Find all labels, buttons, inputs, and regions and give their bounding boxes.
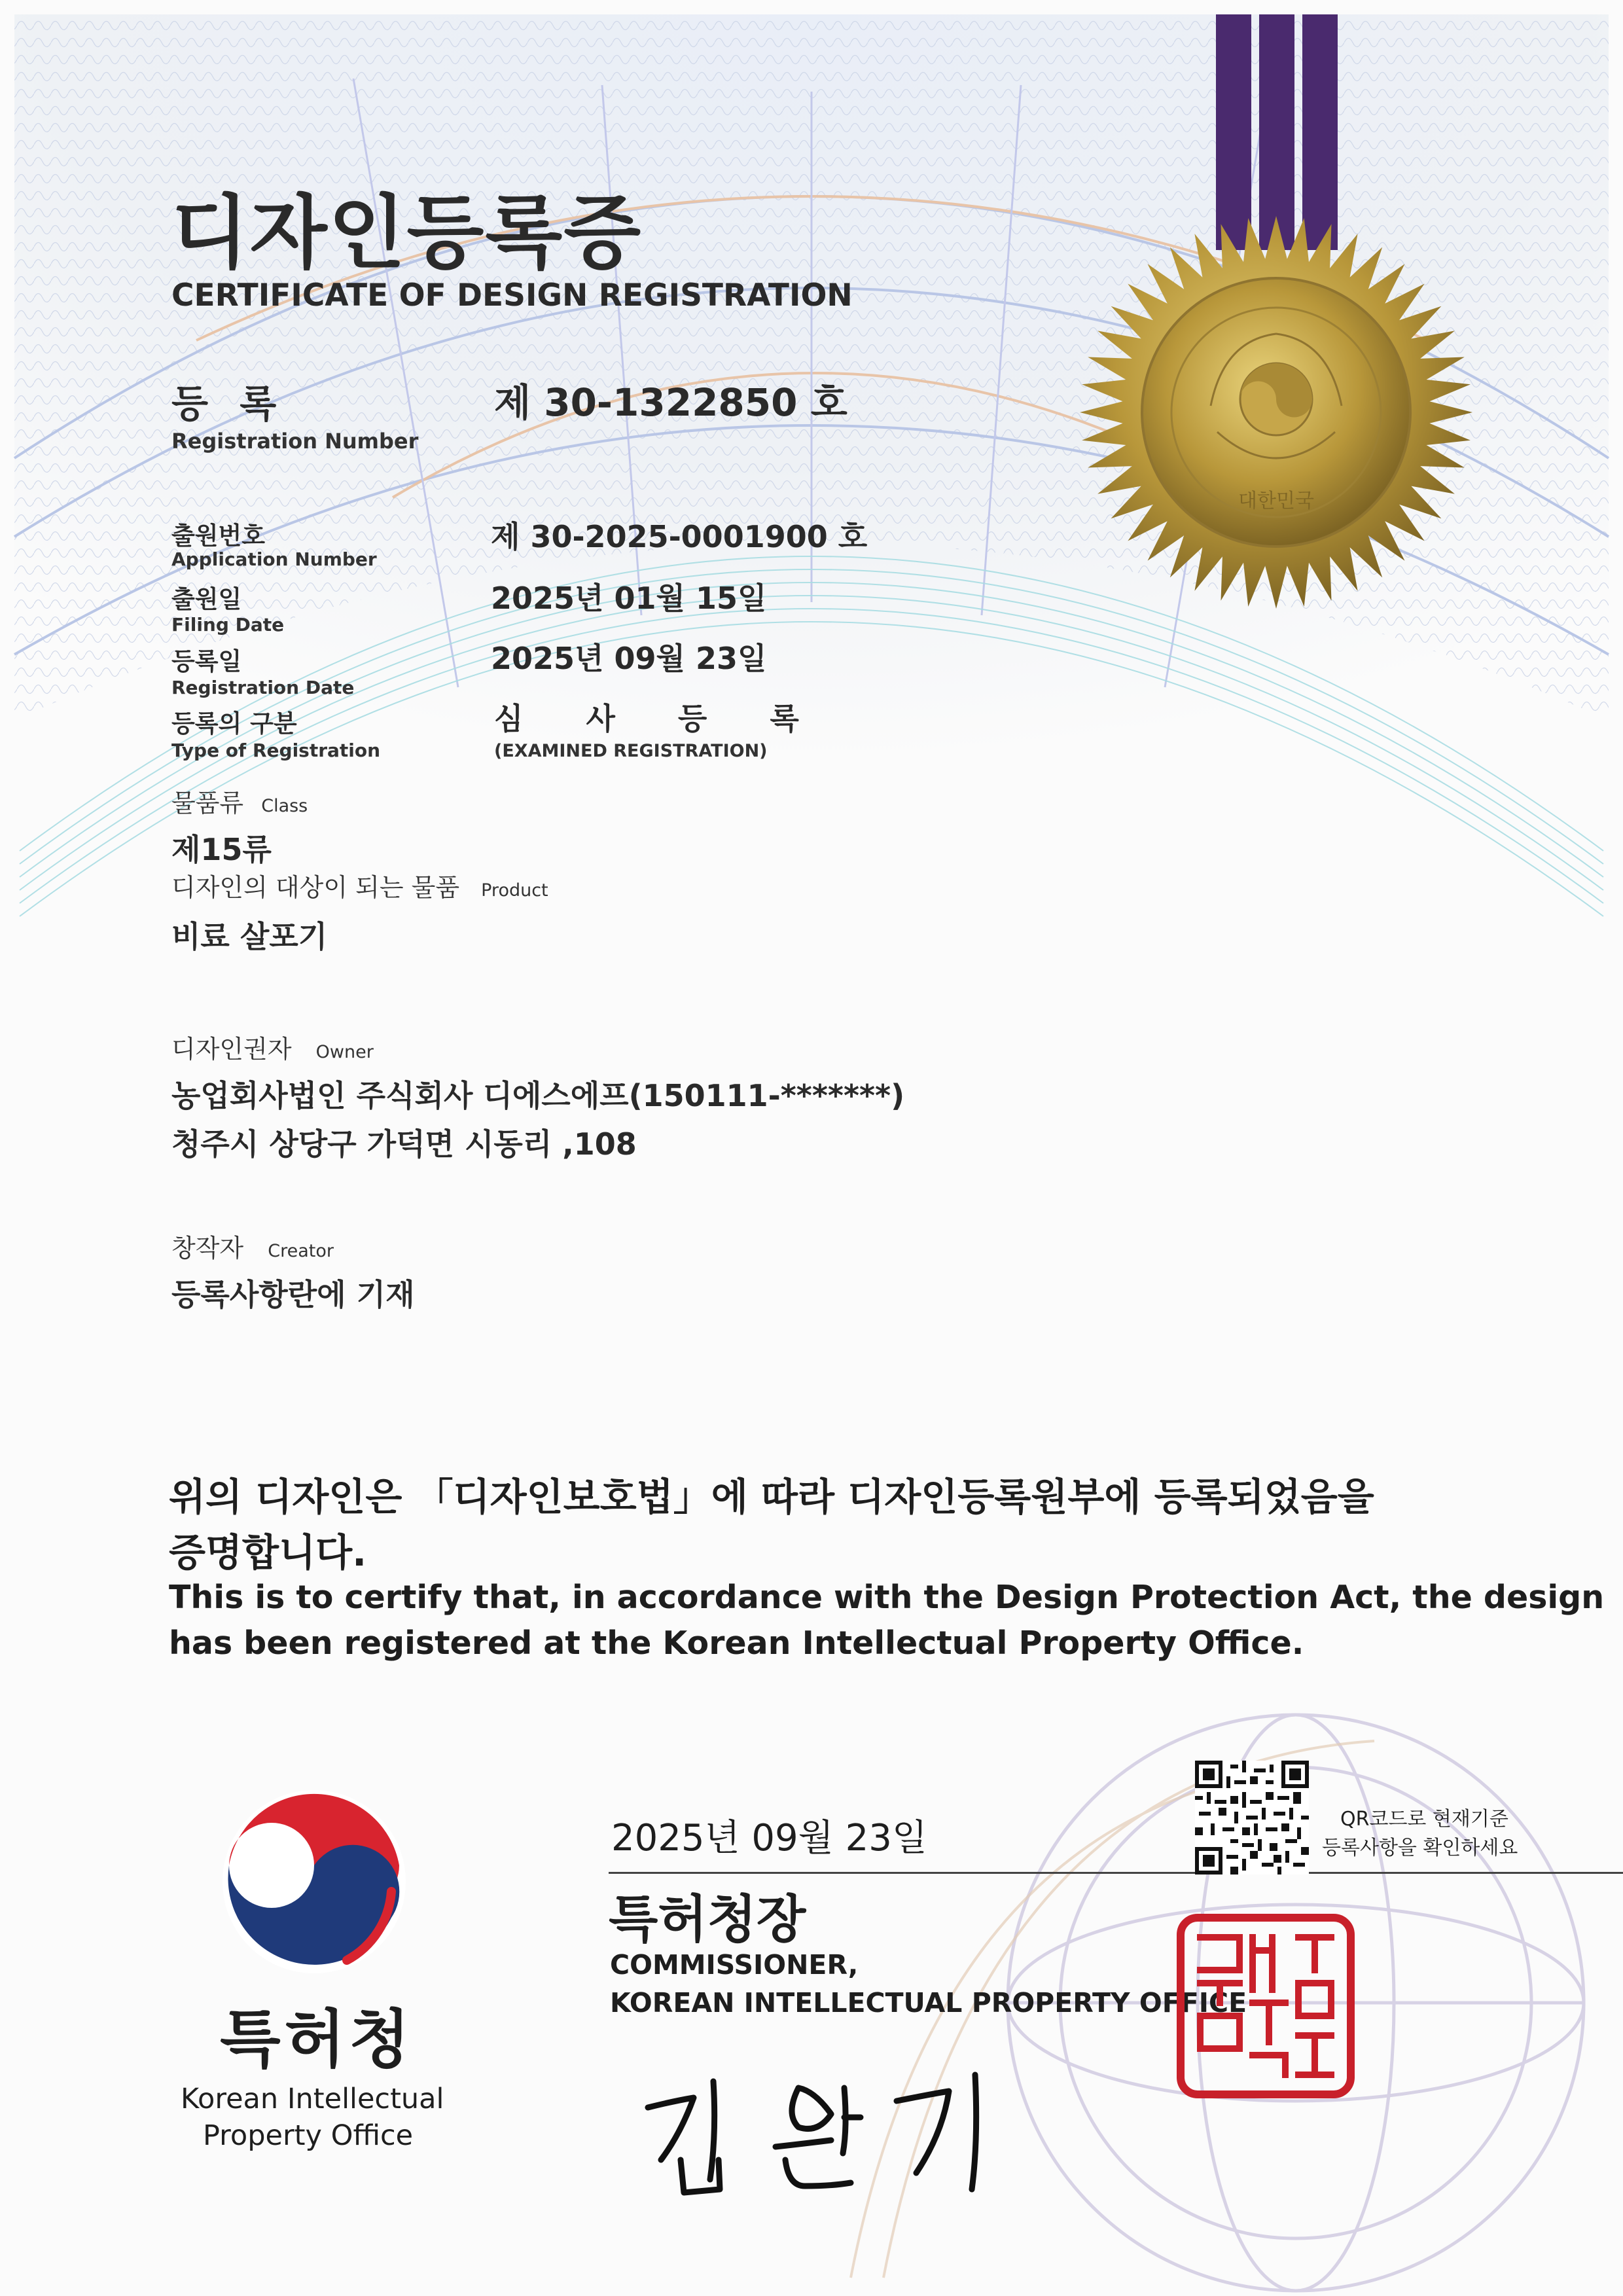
svg-text:대한민국: 대한민국 — [1238, 490, 1314, 512]
gold-seal-icon — [1073, 209, 1479, 615]
registration-date-value: 2025년 09월 23일 — [491, 641, 767, 676]
product-label — [171, 867, 548, 903]
filing-date-label-ko: 출원일 — [171, 585, 242, 613]
class-label — [171, 783, 308, 819]
kipo-name-en-line1: Korean Intellectual — [181, 2083, 444, 2115]
application-number-value: 제 30-2025-0001900 호 — [491, 519, 868, 554]
certification-en-line2: has been registered at the Korean Intellectual Property Office. — [169, 1624, 1304, 1662]
creator-value: 등록사항란에 기재 — [171, 1277, 415, 1312]
kipo-name-en-line2: Property Office — [203, 2119, 414, 2152]
product-label-ko: 디자인의 대상이 되는 물품 — [171, 873, 460, 902]
kipo-name-ko: 특허청 — [220, 2003, 414, 2076]
class-value: 제15류 — [171, 832, 272, 867]
registration-type-label-en: Type of Registration — [171, 740, 381, 761]
title-korean: 디자인등록증 — [171, 187, 643, 279]
registration-type-sub: (EXAMINED REGISTRATION) — [494, 741, 768, 761]
certification-en-line1: This is to certify that, in accordance with the Design Protection Act, the design — [169, 1579, 1605, 1616]
registration-type-label-ko: 등록의 구분 — [171, 709, 297, 738]
commissioner-signature-icon — [635, 2062, 1041, 2199]
creator-label — [171, 1228, 334, 1264]
title-english: CERTIFICATE OF DESIGN REGISTRATION — [171, 278, 853, 314]
class-label-ko: 물품류 — [171, 789, 244, 817]
creator-label-ko: 창작자 — [171, 1234, 244, 1263]
registration-date-label-en: Registration Date — [171, 677, 355, 698]
registration-date-label-ko: 등록일 — [171, 647, 242, 675]
registration-type-value: 심 사 등 록 — [494, 701, 825, 736]
commissioner-en-line2: KOREAN INTELLECTUAL PROPERTY OFFICE — [610, 1987, 1247, 2018]
qr-code-icon — [1195, 1761, 1309, 1874]
owner-label-en: Owner — [315, 1042, 374, 1062]
owner-name: 농업회사법인 주식회사 디에스에프(150111-*******) — [171, 1078, 905, 1113]
certification-ko-line1: 위의 디자인은 「디자인보호법」에 따라 디자인등록원부에 등록되었음을 — [169, 1475, 1374, 1519]
filing-date-label-en: Filing Date — [171, 614, 285, 636]
registration-label-ko: 등 록 — [171, 382, 286, 426]
owner-label — [171, 1029, 374, 1065]
kipo-taegeuk-logo-icon — [216, 1787, 412, 1977]
owner-label-ko: 디자인권자 — [171, 1035, 292, 1064]
qr-note-line1: QR코드로 현재기준 — [1340, 1808, 1508, 1831]
class-label-en: Class — [261, 796, 308, 816]
red-official-stamp-icon — [1174, 1911, 1357, 2101]
qr-note-line2: 등록사항을 확인하세요 — [1322, 1837, 1518, 1859]
owner-address: 청주시 상당구 가덕면 시동리 ,108 — [171, 1126, 637, 1162]
certification-ko-line2: 증명합니다. — [169, 1530, 367, 1575]
signature-divider — [609, 1872, 1623, 1874]
product-label-en: Product — [481, 880, 548, 901]
registration-number: 제 30-1322850 호 — [494, 380, 847, 425]
commissioner-ko: 특허청장 — [609, 1890, 806, 1949]
registration-label-en: Registration Number — [171, 429, 419, 454]
application-number-label-en: Application Number — [171, 548, 377, 570]
product-value: 비료 살포기 — [171, 919, 328, 954]
creator-label-en: Creator — [268, 1241, 334, 1261]
issue-date: 2025년 09월 23일 — [611, 1817, 927, 1859]
commissioner-en-line1: COMMISSIONER, — [610, 1949, 859, 1981]
application-number-label-ko: 출원번호 — [171, 522, 265, 550]
filing-date-value: 2025년 01월 15일 — [491, 581, 767, 616]
